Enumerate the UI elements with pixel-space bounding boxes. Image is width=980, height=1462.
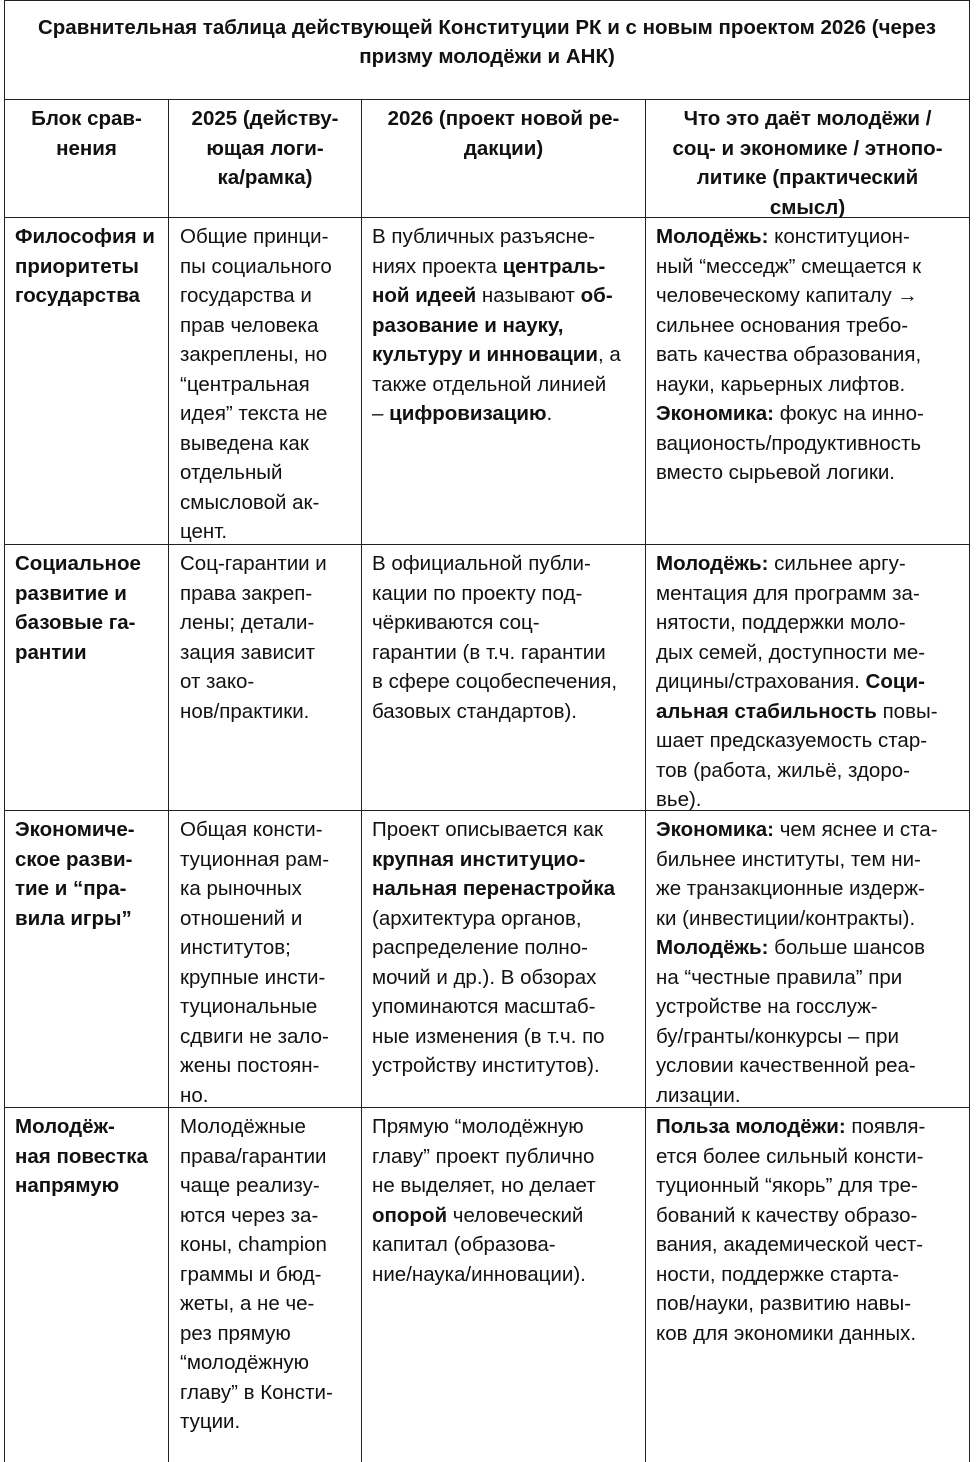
text-line [656,1201,969,1231]
text-line: Молодёж- [15,1115,115,1138]
bold-segment: Экономика: [656,402,774,425]
text-line [372,1112,645,1142]
bold-segment: крупная институцио- [372,847,586,871]
text-line: Социальное [15,552,141,575]
text-segment: вье). [656,788,702,811]
text-line [656,222,969,252]
text-segment: на “честные правила” при [656,965,903,989]
table-row [5,1108,969,1462]
text-line [656,933,969,963]
text-line [656,579,969,609]
text-line [656,992,969,1022]
text-segment: , а [597,343,621,366]
table-row [5,545,969,811]
text-segment: не выделяет, но делает [372,1174,596,1197]
text-line: Философия и [15,225,155,248]
text-segment: капитал (образова- [372,1233,556,1256]
table-row [5,218,969,545]
text-line [372,904,645,934]
text-line: от зако- [180,670,255,693]
text-line: права закреп- [180,581,313,605]
text-line: государства [15,284,140,307]
bold-segment: Соци- [865,670,925,693]
text-segment: шает предсказуемость стар- [656,729,928,752]
text-line: зация зависит [180,640,316,664]
text-line [656,1081,969,1111]
text-segment: тов (работа, жильё, здоро- [656,758,910,782]
text-segment: же транзакционные издерж- [656,877,925,900]
text-line [656,815,969,845]
text-line [372,874,645,904]
text-segment: фокус на инно- [774,402,924,425]
text-line: прав человека [180,313,319,337]
cell-2026 [361,1108,645,1462]
text-line: сдвиги не зало- [180,1024,329,1048]
text-line [372,1022,645,1052]
text-line [372,399,645,429]
text-line [656,697,969,727]
table-title [5,0,969,100]
cell-2026 [361,545,645,810]
text-segment: . [546,402,553,425]
text-line [372,1171,645,1201]
text-segment: бу/гранты/конкурсы – при [656,1024,899,1048]
text-segment: упоминаются масштаб- [372,995,596,1018]
text-line: жеты, а не че- [180,1292,315,1315]
bold-segment: Экономика: [656,818,774,841]
text-line [372,992,645,1022]
text-segment: вать качества образования, [656,343,922,366]
text-line: Соц-гарантии и [180,552,327,575]
bold-segment: Молодёжь: [656,936,769,959]
text-segment: дых семей, доступности ме- [656,640,926,664]
text-line: ка рыночных [180,877,302,900]
bold-segment: нальная перенастройка [372,877,616,900]
text-segment: пов/науки, развитию навы- [656,1292,912,1315]
text-line [372,933,645,963]
text-line [656,726,969,756]
header-row [5,100,969,218]
text-line: 2026 (проект новой ре- [387,107,620,130]
bold-segment: культуру и инновации [372,343,598,366]
text-line: ское разви- [15,847,133,871]
text-line: отдельный [180,461,283,484]
text-line [656,756,969,786]
text-segment: ков для экономики данных. [656,1321,917,1345]
text-segment: науки, карьерных лифтов. [656,372,906,396]
text-segment: нятости, поддержки моло- [656,611,906,634]
text-segment: вационость/продуктивность [656,431,922,455]
text-line: государства и [180,284,312,307]
text-line: рез прямую [180,1321,291,1345]
text-segment: ности, поддержке старта- [656,1262,900,1286]
header-col-meaning [645,100,969,217]
text-line [372,845,645,875]
text-line [656,252,969,282]
text-line: Экономиче- [15,818,135,841]
text-segment: распределение полно- [372,936,588,959]
text-segment: ниях проекта [372,254,503,278]
text-line: отношений и [180,906,303,930]
text-segment: чем яснее и ста- [774,818,938,841]
text-segment: Прямую “молодёжную [372,1115,584,1138]
text-line [372,252,645,282]
text-segment: (архитектура органов, [372,906,582,930]
text-line [656,904,969,934]
cell-2026 [361,218,645,544]
bold-segment: Молодёжь: [656,225,769,248]
bold-segment: Польза молодёжи: [656,1115,846,1138]
text-segment: конституцион- [768,225,910,248]
text-line: тие и “пра- [15,877,127,900]
text-segment: называют [476,284,581,307]
text-line [656,370,969,400]
comparison-table [4,0,970,1462]
text-segment: туционный “якорь” для тре- [656,1174,918,1197]
bold-segment: централь- [502,254,606,278]
text-line [656,874,969,904]
text-line: вила игры” [15,906,132,930]
text-line [372,1230,645,1260]
text-line: дакции) [463,136,544,160]
text-line: 2025 (действу- [191,107,339,130]
cell-meaning [645,545,969,810]
bold-segment: разование и науку, [372,313,564,337]
text-line: Блок срав- [31,107,142,130]
text-line [656,399,969,429]
text-line [372,638,645,668]
text-line: туциональные [180,995,318,1018]
text-line [656,1289,969,1319]
text-segment: главу” проект публично [372,1144,595,1168]
text-line [372,1142,645,1172]
text-line: “центральная [180,372,310,396]
bold-segment: цифровизацию [389,402,547,425]
text-line: чаще реализу- [180,1174,320,1197]
text-line: туции. [180,1410,241,1433]
cell-block [5,811,168,1107]
text-line: соц- и экономике / этнопо- [672,136,943,160]
text-line: нения [56,136,117,160]
text-line [656,845,969,875]
text-line [372,608,645,638]
text-line: напрямую [15,1174,120,1197]
text-line: пы социального [180,254,332,278]
text-line [656,311,969,341]
text-segment: – [372,402,390,425]
text-line: нов/практики. [180,699,310,723]
text-line: граммы и бюд- [180,1262,322,1286]
cell-meaning [645,218,969,544]
text-line: базовые га- [15,611,136,634]
text-line [372,281,645,311]
text-line: Что это даёт молодёжи / [683,107,932,130]
text-segment: базовых стандартов). [372,699,577,723]
text-line [656,1022,969,1052]
text-line [372,1260,645,1290]
text-line [656,1230,969,1260]
text-line: приоритеты [15,254,139,278]
text-line [372,340,645,370]
text-segment: вместо сырьевой логики. [656,461,895,484]
text-line [656,281,969,311]
text-line: жены постоян- [180,1054,320,1077]
text-line: туционная рам- [180,847,330,871]
text-line: рантии [15,640,87,664]
text-segment: ментация для программ за- [656,581,920,605]
header-col-block [5,100,168,217]
text-segment: появля- [845,1115,926,1138]
text-line [656,638,969,668]
text-line: Общая консти- [180,818,323,841]
text-line [656,1319,969,1349]
text-segment: повы- [876,699,938,723]
text-line: цент. [180,520,228,543]
text-line [656,549,969,579]
text-segment: сильнее аргу- [768,552,906,575]
cell-block [5,218,168,544]
header-col-2025 [168,100,361,217]
text-line: развитие и [15,581,127,605]
text-line: главу” в Консти- [180,1380,333,1404]
text-segment: человеческому капиталу → [656,284,918,307]
text-line: ются через за- [180,1203,319,1227]
text-line [656,963,969,993]
text-segment: вания, академической чест- [656,1233,924,1256]
text-segment: также отдельной линией [372,372,607,396]
text-line: Молодёжные [180,1115,306,1138]
text-segment: ки (инвестиции/контракты). [656,906,916,930]
text-line [656,1260,969,1290]
text-segment: больше шансов [768,936,925,959]
text-segment: В публичных разъясне- [372,225,596,248]
title-line-2: призму молодёжи и АНК) [359,45,615,68]
header-col-2026 [361,100,645,217]
text-line [372,1201,645,1231]
text-line [656,608,969,638]
text-line [656,667,969,697]
text-segment: дицины/страхования. [656,670,866,693]
text-line [656,1171,969,1201]
text-line [372,963,645,993]
text-segment: лизации. [656,1083,741,1107]
text-line [656,1112,969,1142]
text-line [372,222,645,252]
text-segment: ется более сильный консти- [656,1144,924,1168]
text-segment: ные изменения (в т.ч. по [372,1024,605,1048]
text-segment: ние/наука/инновации). [372,1262,586,1286]
text-line: ющая логи- [206,136,324,160]
text-line: идея” текста не [180,402,328,425]
text-segment: условии качественной реа- [656,1054,916,1077]
text-line [656,429,969,459]
text-segment: человеческий [447,1203,584,1227]
cell-meaning [645,1108,969,1462]
text-line [372,815,645,845]
cell-block [5,1108,168,1462]
cell-2025 [168,1108,361,1462]
text-line: литике (практический [696,166,919,189]
text-line [656,1051,969,1081]
bold-segment: Молодёжь: [656,552,769,575]
text-line [656,1142,969,1172]
text-segment: кации по проекту под- [372,581,583,605]
text-line [656,458,969,488]
text-line [372,697,645,727]
text-segment: чёркиваются соц- [372,611,540,634]
text-line: ная повестка [15,1144,148,1168]
text-line [372,311,645,341]
text-line [372,1051,645,1081]
bold-segment: альная стабильность [656,699,877,723]
text-segment: сильнее основания требо- [656,313,909,337]
text-line: выведена как [180,431,309,455]
text-line: “молодёжную [180,1351,310,1374]
text-line: Общие принци- [180,225,329,248]
text-segment: устройстве на госслуж- [656,995,878,1018]
cell-2026 [361,811,645,1107]
title-line-1: Сравнительная таблица действующей Конституции РК и с новым проектом 2026 (через [37,16,937,39]
text-line: закреплены, но [180,343,328,366]
text-line: ка/рамка) [217,166,313,189]
text-segment: мочий и др.). В обзорах [372,965,597,989]
text-line [372,579,645,609]
text-line: смысловой ак- [180,490,320,514]
text-segment: устройству институтов). [372,1054,600,1077]
text-segment: гарантии (в т.ч. гарантии [372,640,606,664]
text-line: права/гарантии [180,1144,327,1168]
text-segment: ный “месседж” смещается к [656,254,922,278]
text-segment: бований к качеству образо- [656,1203,918,1227]
text-line [656,340,969,370]
text-line: крупные инсти- [180,965,326,989]
cell-meaning [645,811,969,1107]
text-segment: в сфере соцобеспечения, [372,670,618,693]
bold-segment: опорой [372,1203,448,1227]
table-row [5,811,969,1108]
bold-segment: об- [580,284,613,307]
text-segment: бильнее институты, тем ни- [656,847,921,871]
bold-segment: ной идеей [372,284,477,307]
text-line: смысл) [769,195,846,219]
text-line: институтов; [180,936,291,959]
text-line: но. [180,1083,209,1107]
text-segment: Проект описывается как [372,818,603,841]
cell-2025 [168,545,361,810]
text-line: лены; детали- [180,611,315,634]
text-line [372,667,645,697]
cell-2025 [168,811,361,1107]
cell-block [5,545,168,810]
text-line [372,549,645,579]
text-line [372,370,645,400]
cell-2025 [168,218,361,544]
text-segment: В официальной публи- [372,552,591,575]
text-line: коны, champion [180,1233,327,1256]
